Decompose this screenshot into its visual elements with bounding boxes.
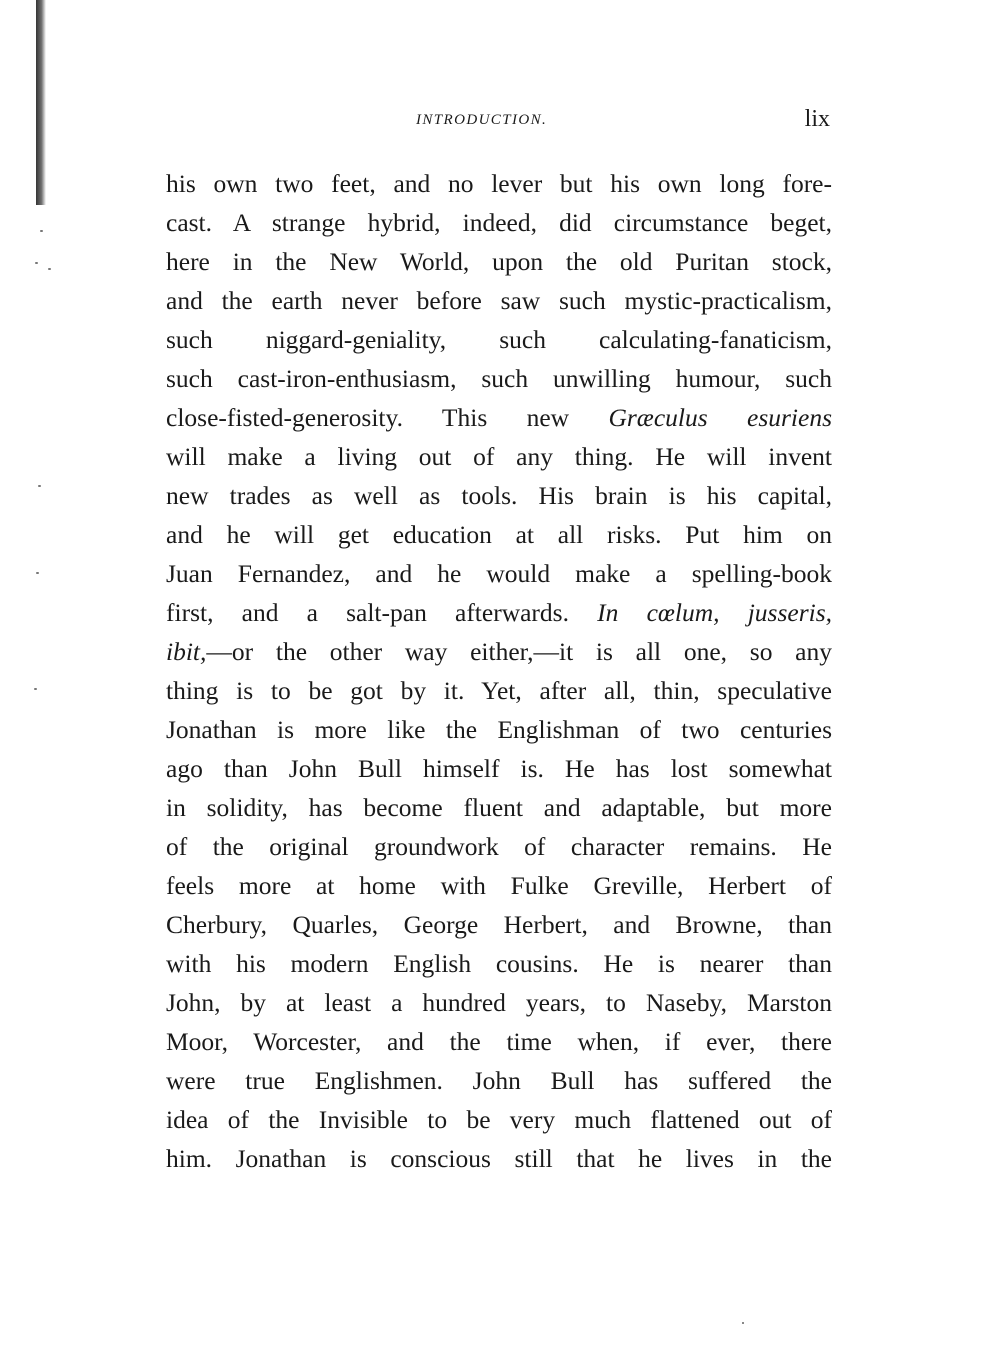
text-line: cast. A strange hybrid, indeed, did circumstance beget, [166, 208, 832, 237]
text-line: Juan Fernandez, and he would make a spelling-book [166, 559, 832, 588]
text-line: such niggard-geniality, such calculating-fanaticism, [166, 325, 832, 354]
text-line: Cherbury, Quarles, George Herbert, and Browne, than [166, 910, 832, 939]
scan-speck [742, 1322, 744, 1324]
text-line: Moor, Worcester, and the time when, if ever, there [166, 1027, 832, 1056]
text-line: ago than John Bull himself is. He has lost somewhat [166, 754, 832, 783]
text-segment: close-fisted-generosity. [166, 403, 403, 432]
text-segment: —or the other way either,—it is all one, so any [206, 637, 832, 666]
scan-smudge [36, 0, 46, 205]
scan-speck [38, 485, 41, 487]
text-line [166, 398, 832, 437]
scan-speck [34, 688, 37, 690]
text-line: and he will get education at all risks. Put him on [166, 520, 832, 549]
scan-speck [35, 262, 38, 264]
italic-phrase: In cœlum, jusseris, [597, 598, 832, 627]
text-line: new trades as well as tools. His brain is his capital, [166, 481, 832, 510]
text-line: him. Jonathan is conscious still that he lives in the [166, 1144, 832, 1173]
body-text [166, 164, 832, 1178]
text-line [166, 632, 832, 671]
running-head [166, 106, 834, 136]
text-line: his own two feet, and no lever but his own long fore- [166, 169, 832, 198]
text-line: here in the New World, upon the old Puritan stock, [166, 247, 832, 276]
text-line: thing is to be got by it. Yet, after all, thin, speculative [166, 676, 832, 705]
text-line: John, by at least a hundred years, to Naseby, Marston [166, 988, 832, 1017]
running-title: INTRODUCTION. [416, 112, 548, 128]
text-segment: first, and a salt-pan afterwards. [166, 598, 569, 627]
text-line: of the original groundwork of character remains. He [166, 832, 832, 861]
text-segment: This new [441, 403, 570, 432]
scan-speck [40, 230, 43, 232]
text-line: and the earth never before saw such mystic-practicalism, [166, 286, 832, 315]
page-number: lix [804, 106, 830, 132]
text-line: such cast-iron-enthusiasm, such unwilling humour, such [166, 364, 832, 393]
italic-phrase: Græculus esuriens [608, 403, 833, 432]
binding-shadow [0, 0, 70, 1370]
scan-speck [36, 572, 39, 574]
text-line [166, 593, 832, 632]
text-line: Jonathan is more like the Englishman of two centuries [166, 715, 832, 744]
text-line: feels more at home with Fulke Greville, Herbert of [166, 871, 832, 900]
text-line: with his modern English cousins. He is nearer than [166, 949, 832, 978]
text-line: in solidity, has become fluent and adaptable, but more [166, 793, 832, 822]
italic-phrase: ibit, [166, 637, 207, 666]
text-line: will make a living out of any thing. He will invent [166, 442, 832, 471]
text-line: idea of the Invisible to be very much flattened out of [166, 1105, 832, 1134]
scan-speck [48, 268, 51, 270]
text-line: were true Englishmen. John Bull has suffered the [166, 1066, 832, 1095]
